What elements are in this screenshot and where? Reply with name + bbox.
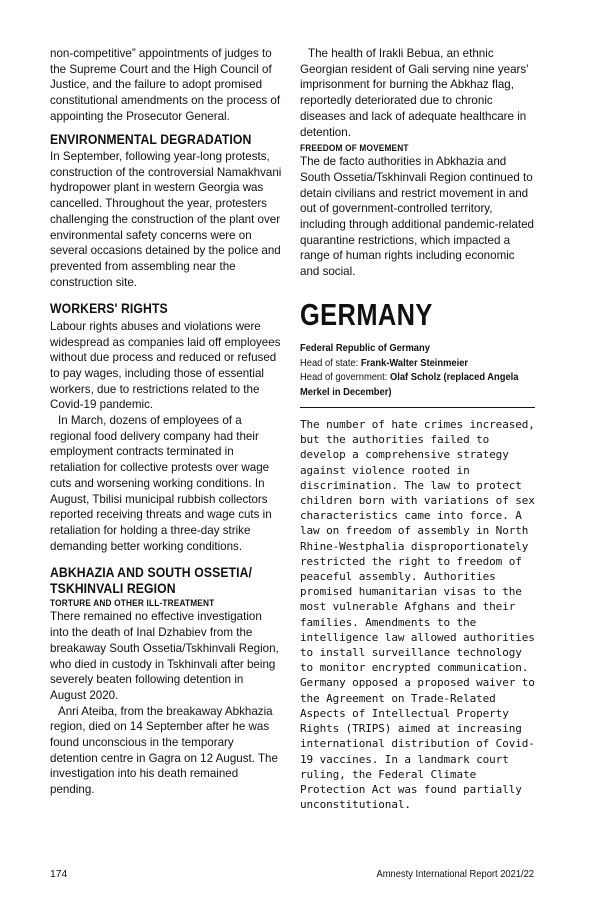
bebua-paragraph: The health of Irakli Bebua, an ethnic Georgian resident of Gali serving nine years' imprisonment for burning the Abkhaz flag, reportedly deteriorated due to chronic diseases and lack of adequate healthcare in detention. xyxy=(300,47,529,139)
report-title: Amnesty International Report 2021/22 xyxy=(376,869,534,880)
official-name: Federal Republic of Germany xyxy=(300,342,430,354)
torture-paragraph-2: Anri Ateiba, from the breakaway Abkhazia region, died on 14 September after he was found unconscious in the temporary detention centre in Gagra on 12 August. The investigation into his death remained pending. xyxy=(50,704,278,797)
abkhazia-south-ossetia-heading: ABKHAZIA AND SOUTH OSSETIA/ TSKHINVALI REGION xyxy=(50,565,253,596)
country-facts xyxy=(300,342,534,401)
movement-paragraph: The de facto authorities in Abkhazia and South Ossetia/Tskhinvali Region continued to detain civilians and restrict movement in and out of government-controlled territory, including through additional pandemic-related quarantine restrictions, which impacted a range of human rights including economic and social. xyxy=(300,155,534,279)
intro-paragraph: non-competitive” appointments of judges to the Supreme Court and the High Council of Justice, and the failure to adopt promised constitutional amendments on the process of appointing the Prosecutor General. xyxy=(50,47,281,123)
country-title: GERMANY xyxy=(300,296,433,332)
page-number: 174 xyxy=(50,869,68,880)
head-of-government-label: Head of government: xyxy=(300,372,388,384)
head-of-state-value: Frank-Walter Steinmeier xyxy=(360,357,469,369)
workers-paragraph-1: Labour rights abuses and violations were widespread as companies laid off employees without due process and reduced or refused to pay wages, including those of essential workers, due to restrictions related to the Covid-19 pandemic. xyxy=(50,319,281,412)
environmental-degradation-heading: ENVIRONMENTAL DEGRADATION xyxy=(50,131,252,147)
right-column xyxy=(300,46,535,812)
head-of-government-value: Olaf Scholz (replaced Angela Merkel in December) xyxy=(300,372,519,399)
workers-rights-heading: WORKERS' RIGHTS xyxy=(50,301,168,317)
head-of-state-line xyxy=(300,357,534,372)
torture-paragraph-1: There remained no effective investigation into the death of Inal Dzhabiev from the breakaway South Ossetia/Tskhinvali Region, who died in custody in Tskhinvali after being severely beaten following detention in August 2020. xyxy=(50,610,279,702)
head-of-government-line xyxy=(300,371,530,401)
country-summary xyxy=(300,417,535,812)
environment-paragraph: In September, following year-long protests, construction of the controversial Namakhvani hydropower plant in western Georgia was cancelled. Throughout the year, protesters challenging the construction of the plant over environmental safety concerns were on several occasions detained by the police and prevented from assembling near the construction site. xyxy=(50,150,282,289)
section-divider xyxy=(300,407,535,408)
left-column xyxy=(50,46,282,798)
workers-paragraph-2: In March, dozens of employees of a regional food delivery company had their employment contracts terminated in retaliation for collective protests over wage cuts and worsening working conditions. In August, Tbilisi municipal rubbish collectors reported receiving threats and wage cuts in retaliation for holding a three-day strike demanding better working conditions. xyxy=(50,414,272,553)
torture-subheading: TORTURE AND OTHER ILL-TREATMENT xyxy=(50,598,215,609)
summary-paragraph: The number of hate crimes increased, but the authorities failed to develop a comprehensive strategy against violence rooted in discrimination. The law to protect children born with variations of sex characteristics came into force. A law on freedom of assembly in North Rhine-Westphalia disproportionately restricted the right to freedom of peaceful assembly. Authorities promised humanitarian visas to the most vulnerable Afghans and their families. Amendments to the intelligence law allowed authorities to install surveillance technology to monitor encrypted communication. Germany opposed a proposed waiver to the Agreement on Trade-Related Aspects of Intellectual Property Rights (TRIPS) aimed at increasing international distribution of Covid-19 vaccines. In a landmark court ruling, the Federal Climate Protection Act was found partially unconstitutional. xyxy=(300,418,535,812)
freedom-of-movement-subheading: FREEDOM OF MOVEMENT xyxy=(300,143,409,154)
head-of-state-label: Head of state: xyxy=(300,357,359,369)
